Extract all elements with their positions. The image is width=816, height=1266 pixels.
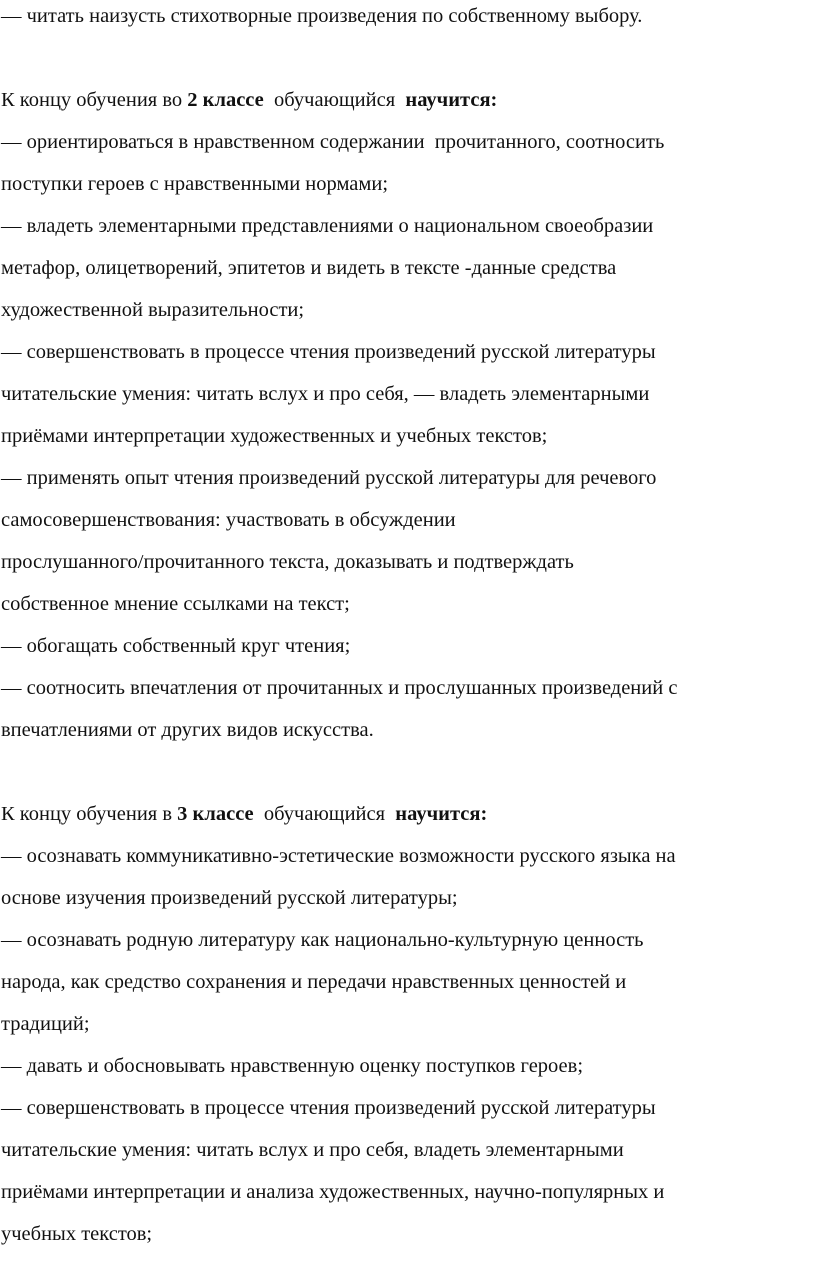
grade2-line: — владеть элементарными представлениями о национальном своеобразии [1, 215, 654, 237]
grade2-line: приёмами интерпретации художественных и учебных текстов; [1, 425, 548, 447]
grade2-line: — совершенствовать в процессе чтения произведений русской литературы [1, 341, 656, 363]
intro-line: — читать наизусть стихотворные произведения по собственному выбору. [1, 5, 643, 27]
grade2-line: впечатлениями от других видов искусства. [1, 719, 374, 741]
grade2-heading-grade: 2 классе [187, 89, 264, 111]
grade2-line: метафор, олицетворений, эпитетов и видеть в тексте -данные средства [1, 257, 617, 279]
grade2-line: — применять опыт чтения произведений русской литературы для речевого [1, 467, 657, 489]
grade2-heading-middle: обучающийся [263, 89, 406, 111]
grade2-heading [1, 79, 816, 121]
grade3-heading [1, 793, 816, 835]
grade2-heading-prefix: К концу обучения во [1, 89, 188, 111]
grade3-line: — давать и обосновывать нравственную оценку поступков героев; [1, 1055, 584, 1077]
grade2-line: самосовершенствования: участвовать в обсуждении [1, 509, 456, 531]
grade2-line: — обогащать собственный круг чтения; [1, 635, 351, 657]
grade2-line: — ориентироваться в нравственном содержании прочитанного, соотносить [1, 131, 665, 153]
grade3-line: основе изучения произведений русской литературы; [1, 887, 458, 909]
grade3-line: читательские умения: читать вслух и про себя, владеть элементарными [1, 1139, 624, 1161]
grade3-line: — совершенствовать в процессе чтения произведений русской литературы [1, 1097, 656, 1119]
grade3-heading-prefix: К концу обучения в [1, 803, 178, 825]
grade2-line: — соотносить впечатления от прочитанных и прослушанных произведений с [1, 677, 678, 699]
grade3-heading-middle: обучающийся [253, 803, 396, 825]
grade3-line: учебных текстов; [1, 1223, 153, 1245]
grade3-line: приёмами интерпретации и анализа художественных, научно-популярных и [1, 1181, 665, 1203]
grade2-line: читательские умения: читать вслух и про себя, — владеть элементарными [1, 383, 650, 405]
grade3-line: — осознавать коммуникативно-эстетические возможности русского языка на [1, 845, 676, 867]
grade2-line: художественной выразительности; [1, 299, 305, 321]
grade3-heading-grade: 3 классе [177, 803, 254, 825]
grade2-line: собственное мнение ссылками на текст; [1, 593, 350, 615]
grade3-line: традиций; [1, 1013, 90, 1035]
grade2-line: прослушанного/прочитанного текста, доказывать и подтверждать [1, 551, 574, 573]
grade2-line: поступки героев с нравственными нормами; [1, 173, 389, 195]
grade3-line: — осознавать родную литературу как национально-культурную ценность [1, 929, 644, 951]
grade3-heading-verb: научится: [395, 803, 488, 825]
spacer [1, 37, 816, 79]
grade3-line: народа, как средство сохранения и передачи нравственных ценностей и [1, 971, 627, 993]
grade2-heading-verb: научится: [405, 89, 498, 111]
spacer [1, 751, 816, 793]
